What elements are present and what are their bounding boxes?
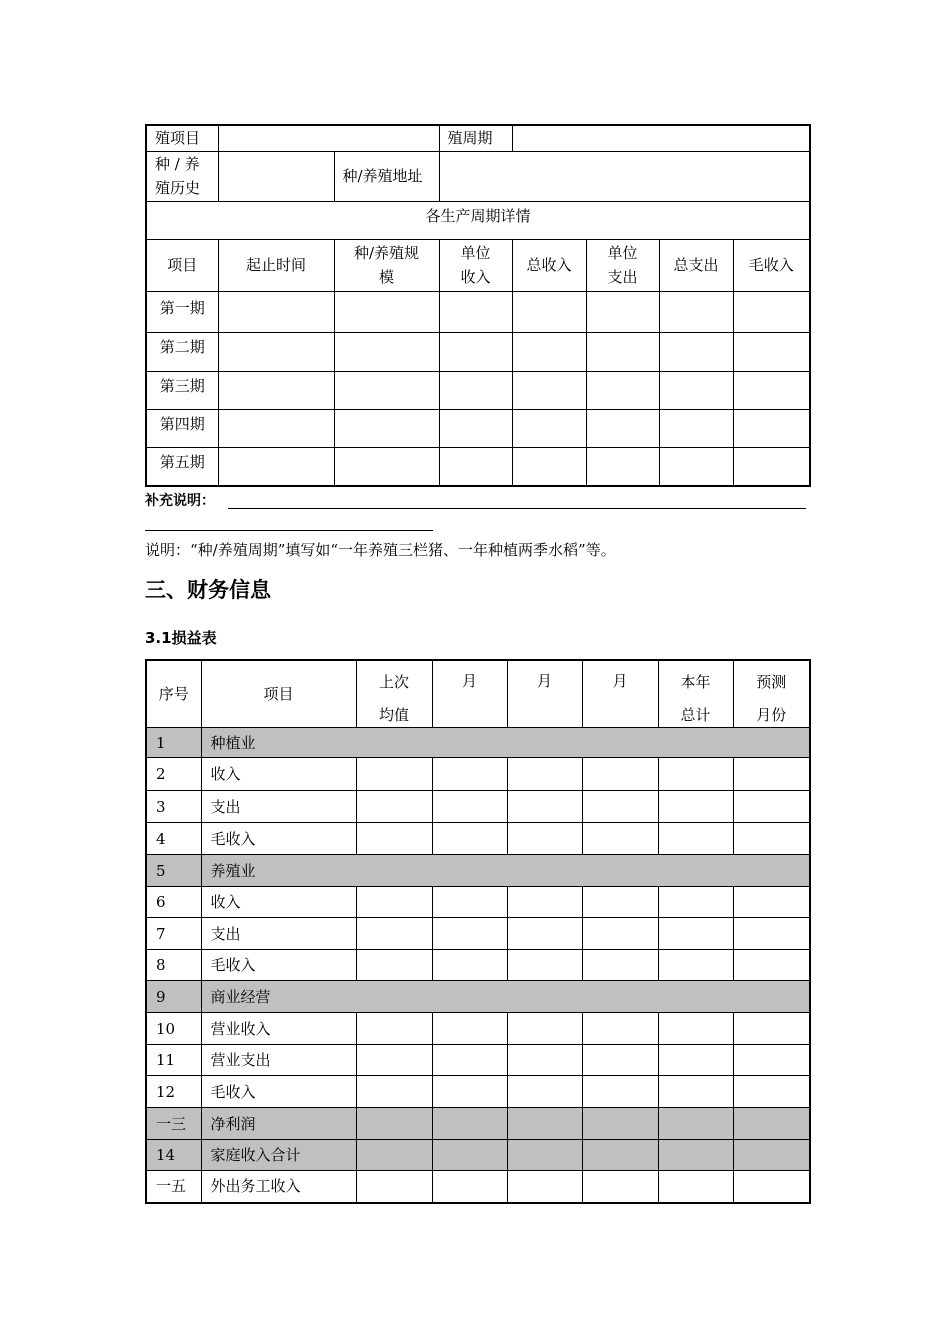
cell[interactable]: [658, 887, 733, 918]
cell[interactable]: [658, 950, 733, 981]
row-seq: 一三: [146, 1108, 201, 1140]
period-label: 第二期: [146, 332, 218, 371]
cell[interactable]: [586, 332, 659, 371]
cell[interactable]: [432, 1076, 507, 1108]
cell[interactable]: [439, 332, 512, 371]
col-header-unit-income: 单位收入: [439, 239, 512, 291]
cell[interactable]: [334, 447, 439, 486]
cell[interactable]: [658, 1140, 733, 1171]
row-seq: 11: [146, 1045, 201, 1076]
cell[interactable]: [356, 887, 432, 918]
col-header-item: 项目: [146, 239, 218, 291]
cell[interactable]: [733, 1045, 810, 1076]
cell[interactable]: [218, 409, 334, 447]
cell[interactable]: [356, 950, 432, 981]
breeding-history-input[interactable]: [218, 151, 334, 201]
cell[interactable]: [512, 371, 586, 409]
cell[interactable]: [658, 918, 733, 950]
cell[interactable]: [733, 1171, 810, 1203]
cell[interactable]: [582, 950, 658, 981]
col-header-gross-income: 毛收入: [733, 239, 810, 291]
cell[interactable]: [582, 791, 658, 823]
cell[interactable]: [512, 409, 586, 447]
cell[interactable]: [733, 332, 810, 371]
row-seq: 1: [146, 728, 201, 758]
cell[interactable]: [586, 447, 659, 486]
cell[interactable]: [356, 1013, 432, 1045]
cell[interactable]: [733, 1140, 810, 1171]
breeding-item-input[interactable]: [218, 125, 439, 151]
cell[interactable]: [432, 1013, 507, 1045]
cell[interactable]: [432, 823, 507, 855]
cell[interactable]: [507, 1045, 582, 1076]
supplement-line[interactable]: [228, 508, 806, 509]
row-section-label: 养殖业: [201, 855, 810, 887]
row-seq: 3: [146, 791, 201, 823]
cell[interactable]: [512, 291, 586, 332]
col-header-unit-expense: 单位支出: [586, 239, 659, 291]
row-seq: 7: [146, 918, 201, 950]
col-header-total-income: 总收入: [512, 239, 586, 291]
cell[interactable]: [733, 371, 810, 409]
cell[interactable]: [432, 791, 507, 823]
col-header-item: 项目: [201, 660, 356, 728]
cell[interactable]: [507, 1171, 582, 1203]
row-section-label: 商业经营: [201, 981, 810, 1013]
col-header-last-avg: 上次 均值: [356, 660, 432, 728]
cell[interactable]: [512, 332, 586, 371]
cell[interactable]: [733, 291, 810, 332]
col-header-total-expense: 总支出: [659, 239, 733, 291]
col-header-seq: 序号: [146, 660, 201, 728]
cell[interactable]: [334, 291, 439, 332]
cell[interactable]: [658, 1045, 733, 1076]
cell[interactable]: [356, 758, 432, 791]
cell[interactable]: [586, 409, 659, 447]
col-header-month-3: 月: [582, 660, 658, 728]
cell[interactable]: [582, 1171, 658, 1203]
cell[interactable]: [582, 1076, 658, 1108]
cell[interactable]: [659, 291, 733, 332]
col-header-period: 起止时间: [218, 239, 334, 291]
cell[interactable]: [218, 447, 334, 486]
cell[interactable]: [733, 758, 810, 791]
cell[interactable]: [356, 823, 432, 855]
period-label: 第四期: [146, 409, 218, 447]
row-item: 营业支出: [201, 1045, 356, 1076]
cell[interactable]: [432, 1140, 507, 1171]
period-label: 第五期: [146, 447, 218, 486]
supplement-line-2[interactable]: [145, 530, 433, 531]
breeding-cycle-label: 殖周期: [439, 125, 512, 151]
cell[interactable]: [507, 918, 582, 950]
cell[interactable]: [582, 823, 658, 855]
col-header-scale: 种/养殖规模: [334, 239, 439, 291]
cell[interactable]: [659, 371, 733, 409]
explanation-note: 说明：“种/养殖周期”填写如“一年养殖三栏猪、一年种植两季水稻”等。: [145, 541, 616, 559]
cell[interactable]: [582, 1013, 658, 1045]
row-item: 收入: [201, 758, 356, 791]
row-item: 外出务工收入: [201, 1171, 356, 1203]
cell[interactable]: [586, 371, 659, 409]
cell[interactable]: [733, 1076, 810, 1108]
cell[interactable]: [432, 758, 507, 791]
cell[interactable]: [507, 1140, 582, 1171]
cell[interactable]: [432, 950, 507, 981]
row-seq: 4: [146, 823, 201, 855]
col-header-month-1: 月: [432, 660, 507, 728]
cell[interactable]: [507, 1076, 582, 1108]
cell[interactable]: [356, 791, 432, 823]
cell[interactable]: [432, 1045, 507, 1076]
supplement-label: 补充说明：: [145, 493, 215, 509]
cell[interactable]: [658, 823, 733, 855]
cycle-details-title: 各生产周期详情: [146, 201, 810, 239]
cell[interactable]: [218, 332, 334, 371]
row-item: 净利润: [201, 1108, 356, 1140]
breeding-item-label: 殖项目: [146, 125, 218, 151]
cell[interactable]: [733, 918, 810, 950]
cell[interactable]: [659, 409, 733, 447]
cell[interactable]: [334, 371, 439, 409]
period-label: 第三期: [146, 371, 218, 409]
row-seq: 12: [146, 1076, 201, 1108]
row-item: 营业收入: [201, 1013, 356, 1045]
cell[interactable]: [218, 371, 334, 409]
cell[interactable]: [733, 823, 810, 855]
cell[interactable]: [658, 1108, 733, 1140]
cell[interactable]: [733, 791, 810, 823]
row-seq: 9: [146, 981, 201, 1013]
cell[interactable]: [432, 1171, 507, 1203]
cell[interactable]: [582, 887, 658, 918]
cell[interactable]: [507, 1108, 582, 1140]
cell[interactable]: [658, 1076, 733, 1108]
row-section-label: 种植业: [201, 728, 810, 758]
cell[interactable]: [507, 758, 582, 791]
cell[interactable]: [658, 1013, 733, 1045]
cell[interactable]: [432, 887, 507, 918]
cell[interactable]: [432, 1108, 507, 1140]
cell[interactable]: [582, 758, 658, 791]
cell[interactable]: [658, 1171, 733, 1203]
row-seq: 14: [146, 1140, 201, 1171]
breeding-address-label: 种/养殖地址: [334, 151, 439, 201]
cell[interactable]: [356, 918, 432, 950]
production-cycle-table: [145, 124, 811, 487]
subsection-title: 3.1损益表: [145, 629, 217, 647]
section-title: 三、财务信息: [145, 578, 271, 602]
income-statement-table: [145, 659, 811, 1204]
cell[interactable]: [586, 291, 659, 332]
breeding-address-input[interactable]: [439, 151, 810, 201]
cell[interactable]: [356, 1140, 432, 1171]
cell[interactable]: [582, 1108, 658, 1140]
cell[interactable]: [659, 332, 733, 371]
cell[interactable]: [507, 887, 582, 918]
cell[interactable]: [507, 1013, 582, 1045]
row-item: 毛收入: [201, 823, 356, 855]
cell[interactable]: [658, 791, 733, 823]
row-item: 支出: [201, 918, 356, 950]
cell[interactable]: [582, 918, 658, 950]
cell[interactable]: [356, 1171, 432, 1203]
breeding-history-label: 种 / 养殖历史: [146, 151, 218, 201]
row-item: 收入: [201, 887, 356, 918]
breeding-cycle-input[interactable]: [512, 125, 810, 151]
cell[interactable]: [659, 447, 733, 486]
cell[interactable]: [507, 950, 582, 981]
row-item: 家庭收入合计: [201, 1140, 356, 1171]
cell[interactable]: [439, 447, 512, 486]
cell[interactable]: [733, 1013, 810, 1045]
row-item: 支出: [201, 791, 356, 823]
cell[interactable]: [507, 791, 582, 823]
cell[interactable]: [733, 447, 810, 486]
cell[interactable]: [733, 1108, 810, 1140]
cell[interactable]: [582, 1045, 658, 1076]
cell[interactable]: [507, 823, 582, 855]
cell[interactable]: [733, 409, 810, 447]
col-header-year-total: 本年 总计: [658, 660, 733, 728]
period-label: 第一期: [146, 291, 218, 332]
cell[interactable]: [733, 887, 810, 918]
cell[interactable]: [334, 409, 439, 447]
cell[interactable]: [733, 950, 810, 981]
row-seq: 2: [146, 758, 201, 791]
row-seq: 一五: [146, 1171, 201, 1203]
cell[interactable]: [582, 1140, 658, 1171]
cell[interactable]: [439, 409, 512, 447]
cell[interactable]: [512, 447, 586, 486]
cell[interactable]: [356, 1108, 432, 1140]
cell[interactable]: [356, 1045, 432, 1076]
cell[interactable]: [658, 758, 733, 791]
cell[interactable]: [439, 291, 512, 332]
row-item: 毛收入: [201, 1076, 356, 1108]
cell[interactable]: [334, 332, 439, 371]
cell[interactable]: [439, 371, 512, 409]
col-header-month-2: 月: [507, 660, 582, 728]
row-seq: 10: [146, 1013, 201, 1045]
cell[interactable]: [356, 1076, 432, 1108]
row-seq: 6: [146, 887, 201, 918]
row-seq: 8: [146, 950, 201, 981]
col-header-forecast: 预测 月份: [733, 660, 810, 728]
cell[interactable]: [218, 291, 334, 332]
cell[interactable]: [432, 918, 507, 950]
row-item: 毛收入: [201, 950, 356, 981]
row-seq: 5: [146, 855, 201, 887]
